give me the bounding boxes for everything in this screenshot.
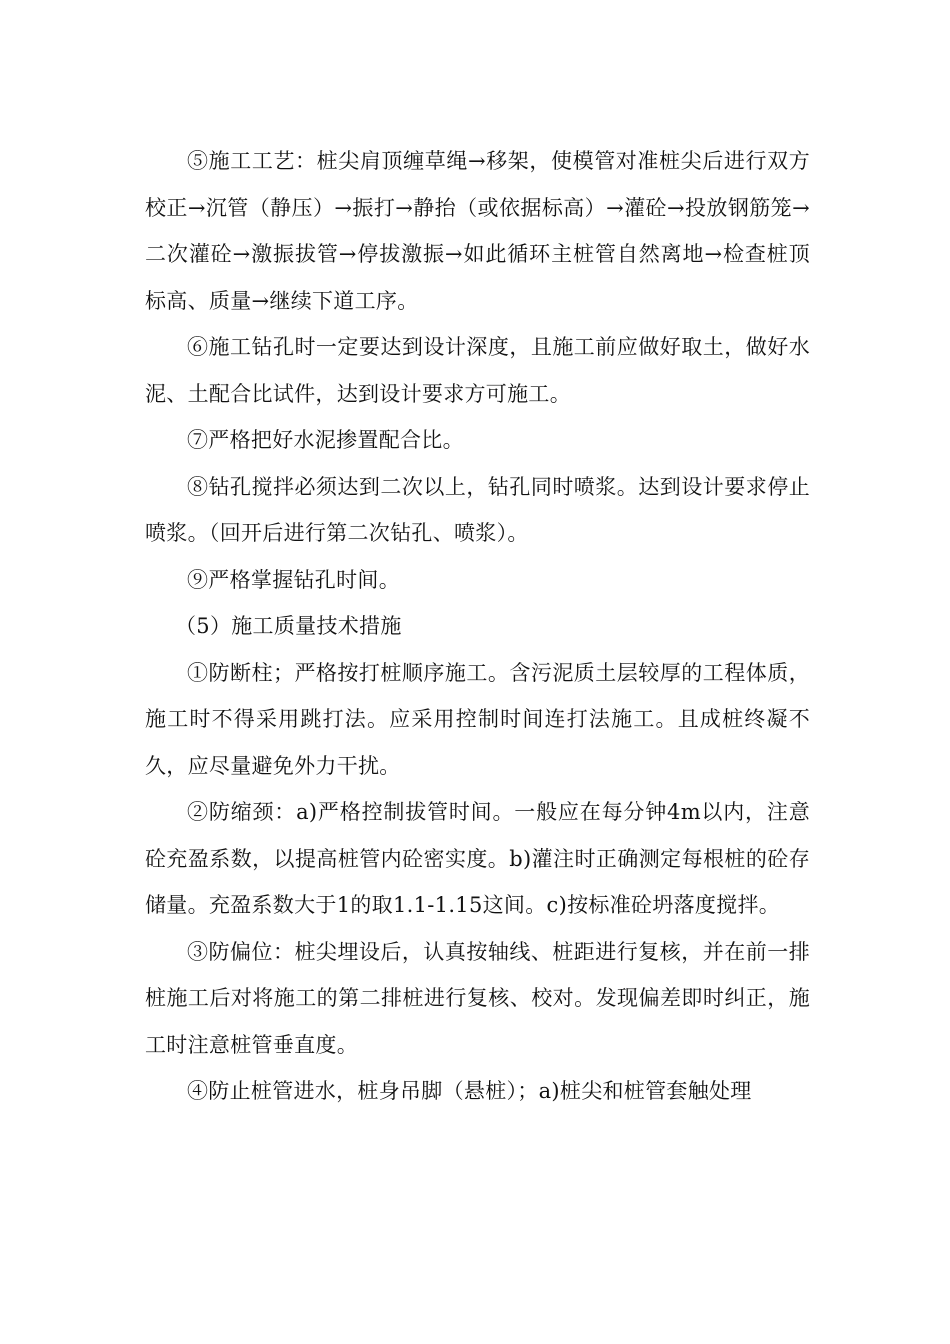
measure-prevent-broken-pile: ①防断柱；严格按打桩顺序施工。含污泥质土层较厚的工程体质，施工时不得采用跳打法。应采用控制时间连打法施工。且成桩终凝不久，应尽量避免外力干扰。 xyxy=(145,660,810,778)
paragraph-process-steps: ⑤施工工艺：桩尖肩顶缠草绳→移架，使模管对准桩尖后进行双方校正→沉管（静压）→振打→静抬（或依据标高）→灌砼→投放钢筋笼→二次灌砼→激振拔管→停拔激振→如此循环主桩管自然离地→检查桩顶标高、质量→继续下道工序。 xyxy=(145,149,810,313)
section-heading: （5）施工质量技术措施 xyxy=(175,614,402,638)
measure-prevent-deviation: ③防偏位：桩尖埋设后，认真按轴线、桩距进行复核，并在前一排桩施工后对将施工的第二排桩进行复核、校对。发现偏差即时纠正，施工时注意桩管垂直度。 xyxy=(145,939,810,1057)
measure-prevent-necking: ②防缩颈：a)严格控制拔管时间。一般应在每分钟4m以内，注意砼充盈系数，以提高桩管内砼密实度。b)灌注时正确测定每根桩的砼存储量。充盈系数大于1的取1.1-1.15这间。c)按标准砼坍落度搅拌。 xyxy=(145,800,810,917)
paragraph-drilling-time: ⑨严格掌握钻孔时间。 xyxy=(187,567,400,592)
document-body xyxy=(145,138,810,1115)
paragraph-mixing-grouting: ⑧钻孔搅拌必须达到二次以上，钻孔同时喷浆。达到设计要求停止喷浆。（回开后进行第二次钻孔、喷浆）。 xyxy=(145,474,810,545)
measure-prevent-water-ingress: ④防止桩管进水，桩身吊脚（悬桩）；a)桩尖和桩管套触处理 xyxy=(187,1079,752,1103)
paragraph-drilling-depth: ⑥施工钻孔时一定要达到设计深度，且施工前应做好取土，做好水泥、土配合比试件，达到设计要求方可施工。 xyxy=(145,335,810,406)
paragraph-cement-ratio: ⑦严格把好水泥掺置配合比。 xyxy=(187,428,464,452)
